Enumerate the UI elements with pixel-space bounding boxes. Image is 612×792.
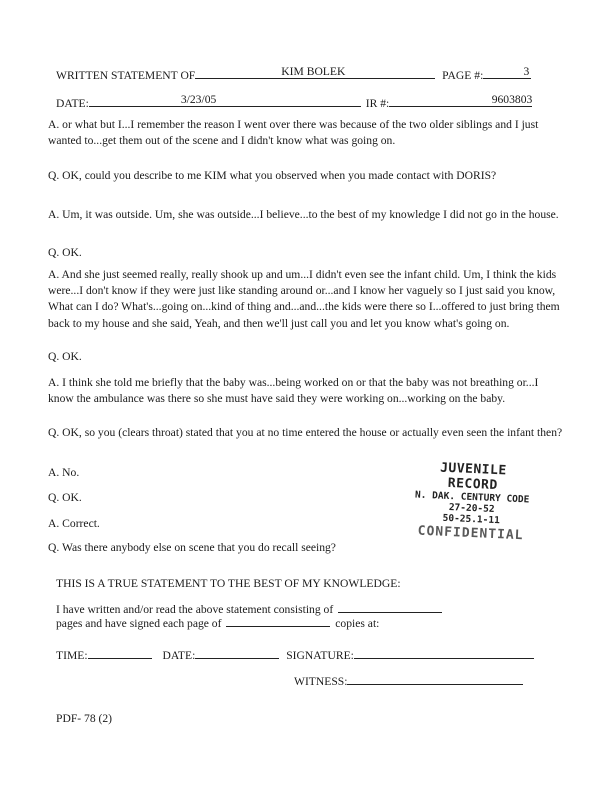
time-label: TIME: [56,649,88,662]
date-label: DATE: [56,97,89,110]
stamp-line: 27-20-52 [448,502,495,515]
transcript-paragraph: Q. OK. [48,246,82,259]
transcript-paragraph: A. No. [48,466,80,479]
transcript-paragraph: Q. Was there anybody else on scene that you do recall seeing? [48,541,336,554]
date-value: 3/23/05 [180,93,217,106]
date-field-footer[interactable] [195,647,279,659]
signature-label: SIGNATURE: [286,649,354,662]
stamp-line: 50-25.1-11 [442,512,501,527]
transcript-paragraph: Q. OK. [48,491,82,504]
stamp-line: CONFIDENTIAL [417,523,524,544]
transcript-paragraph: A. And she just seemed really, really shook up and um...I didn't even see the infant child. Um, I think the kids were...I don't know if they were just like standing around or...and I know her vaguely so I just said you know, What can I do? What's...going on...kind of thing and...and...the kids were there so I...offered to just bring them back to my house and she said, Yeah, and then we'll just call you and let you know what's going on. [48,268,560,330]
true-statement: THIS IS A TRUE STATEMENT TO THE BEST OF MY KNOWLEDGE: [56,577,401,590]
written-read-line-2 [56,615,379,631]
date-row [56,95,532,111]
transcript-paragraph: A. I think she told me briefly that the baby was...being worked on or that the baby was not breathing or...I know the ambulance was there so she must have said they were working on...working on the baby. [48,376,539,406]
statement-of-value: KIM BOLEK [281,65,346,78]
witness-label: WITNESS: [294,675,348,688]
date-field [89,95,361,107]
page-value: 3 [523,65,530,78]
transcript-paragraph: Q. OK. [48,350,82,363]
transcript-paragraph: A. Um, it was outside. Um, she was outside...I believe...to the best of my knowledge I did not go in the house. [48,208,559,221]
stamp-line: JUVENILE RECORD [439,460,508,494]
witness-row [294,673,523,689]
copies-count-field[interactable] [226,615,330,627]
written-read-text: pages and have signed each page of [56,617,222,630]
ir-field [389,95,532,107]
written-read-text: I have written and/or read the above statement consisting of [56,603,334,616]
transcript-paragraph: A. or what but I...I remember the reason I went over there was because of the two older siblings and I just wanted to...get them out of the scene and I didn't know what was going on. [48,118,539,148]
statement-of-row [56,67,531,83]
written-read-text: copies at: [335,617,380,630]
form-id: PDF- 78 (2) [56,712,113,725]
statement-of-label: WRITTEN STATEMENT OF [56,69,196,82]
page-label: PAGE #: [442,69,484,82]
stamp-line: N. DAK. CENTURY CODE [414,489,530,506]
pages-count-field[interactable] [338,601,442,613]
statement-of-field [195,67,435,79]
page-field [483,67,531,79]
transcript-paragraph: A. Correct. [48,517,100,530]
ir-label: IR #: [365,97,390,110]
transcript-paragraph: Q. OK, so you (clears throat) stated that you at no time entered the house or actually even seen the infant then? [48,426,563,439]
time-date-signature-row [56,647,534,663]
signature-field[interactable] [354,647,534,659]
time-field[interactable] [88,647,152,659]
witness-field[interactable] [347,673,523,685]
confidential-stamp [410,459,533,543]
transcript-paragraph: Q. OK, could you describe to me KIM what you observed when you made contact with DORIS? [48,169,497,182]
date-label-footer: DATE: [162,649,196,662]
ir-value: 9603803 [491,93,533,106]
